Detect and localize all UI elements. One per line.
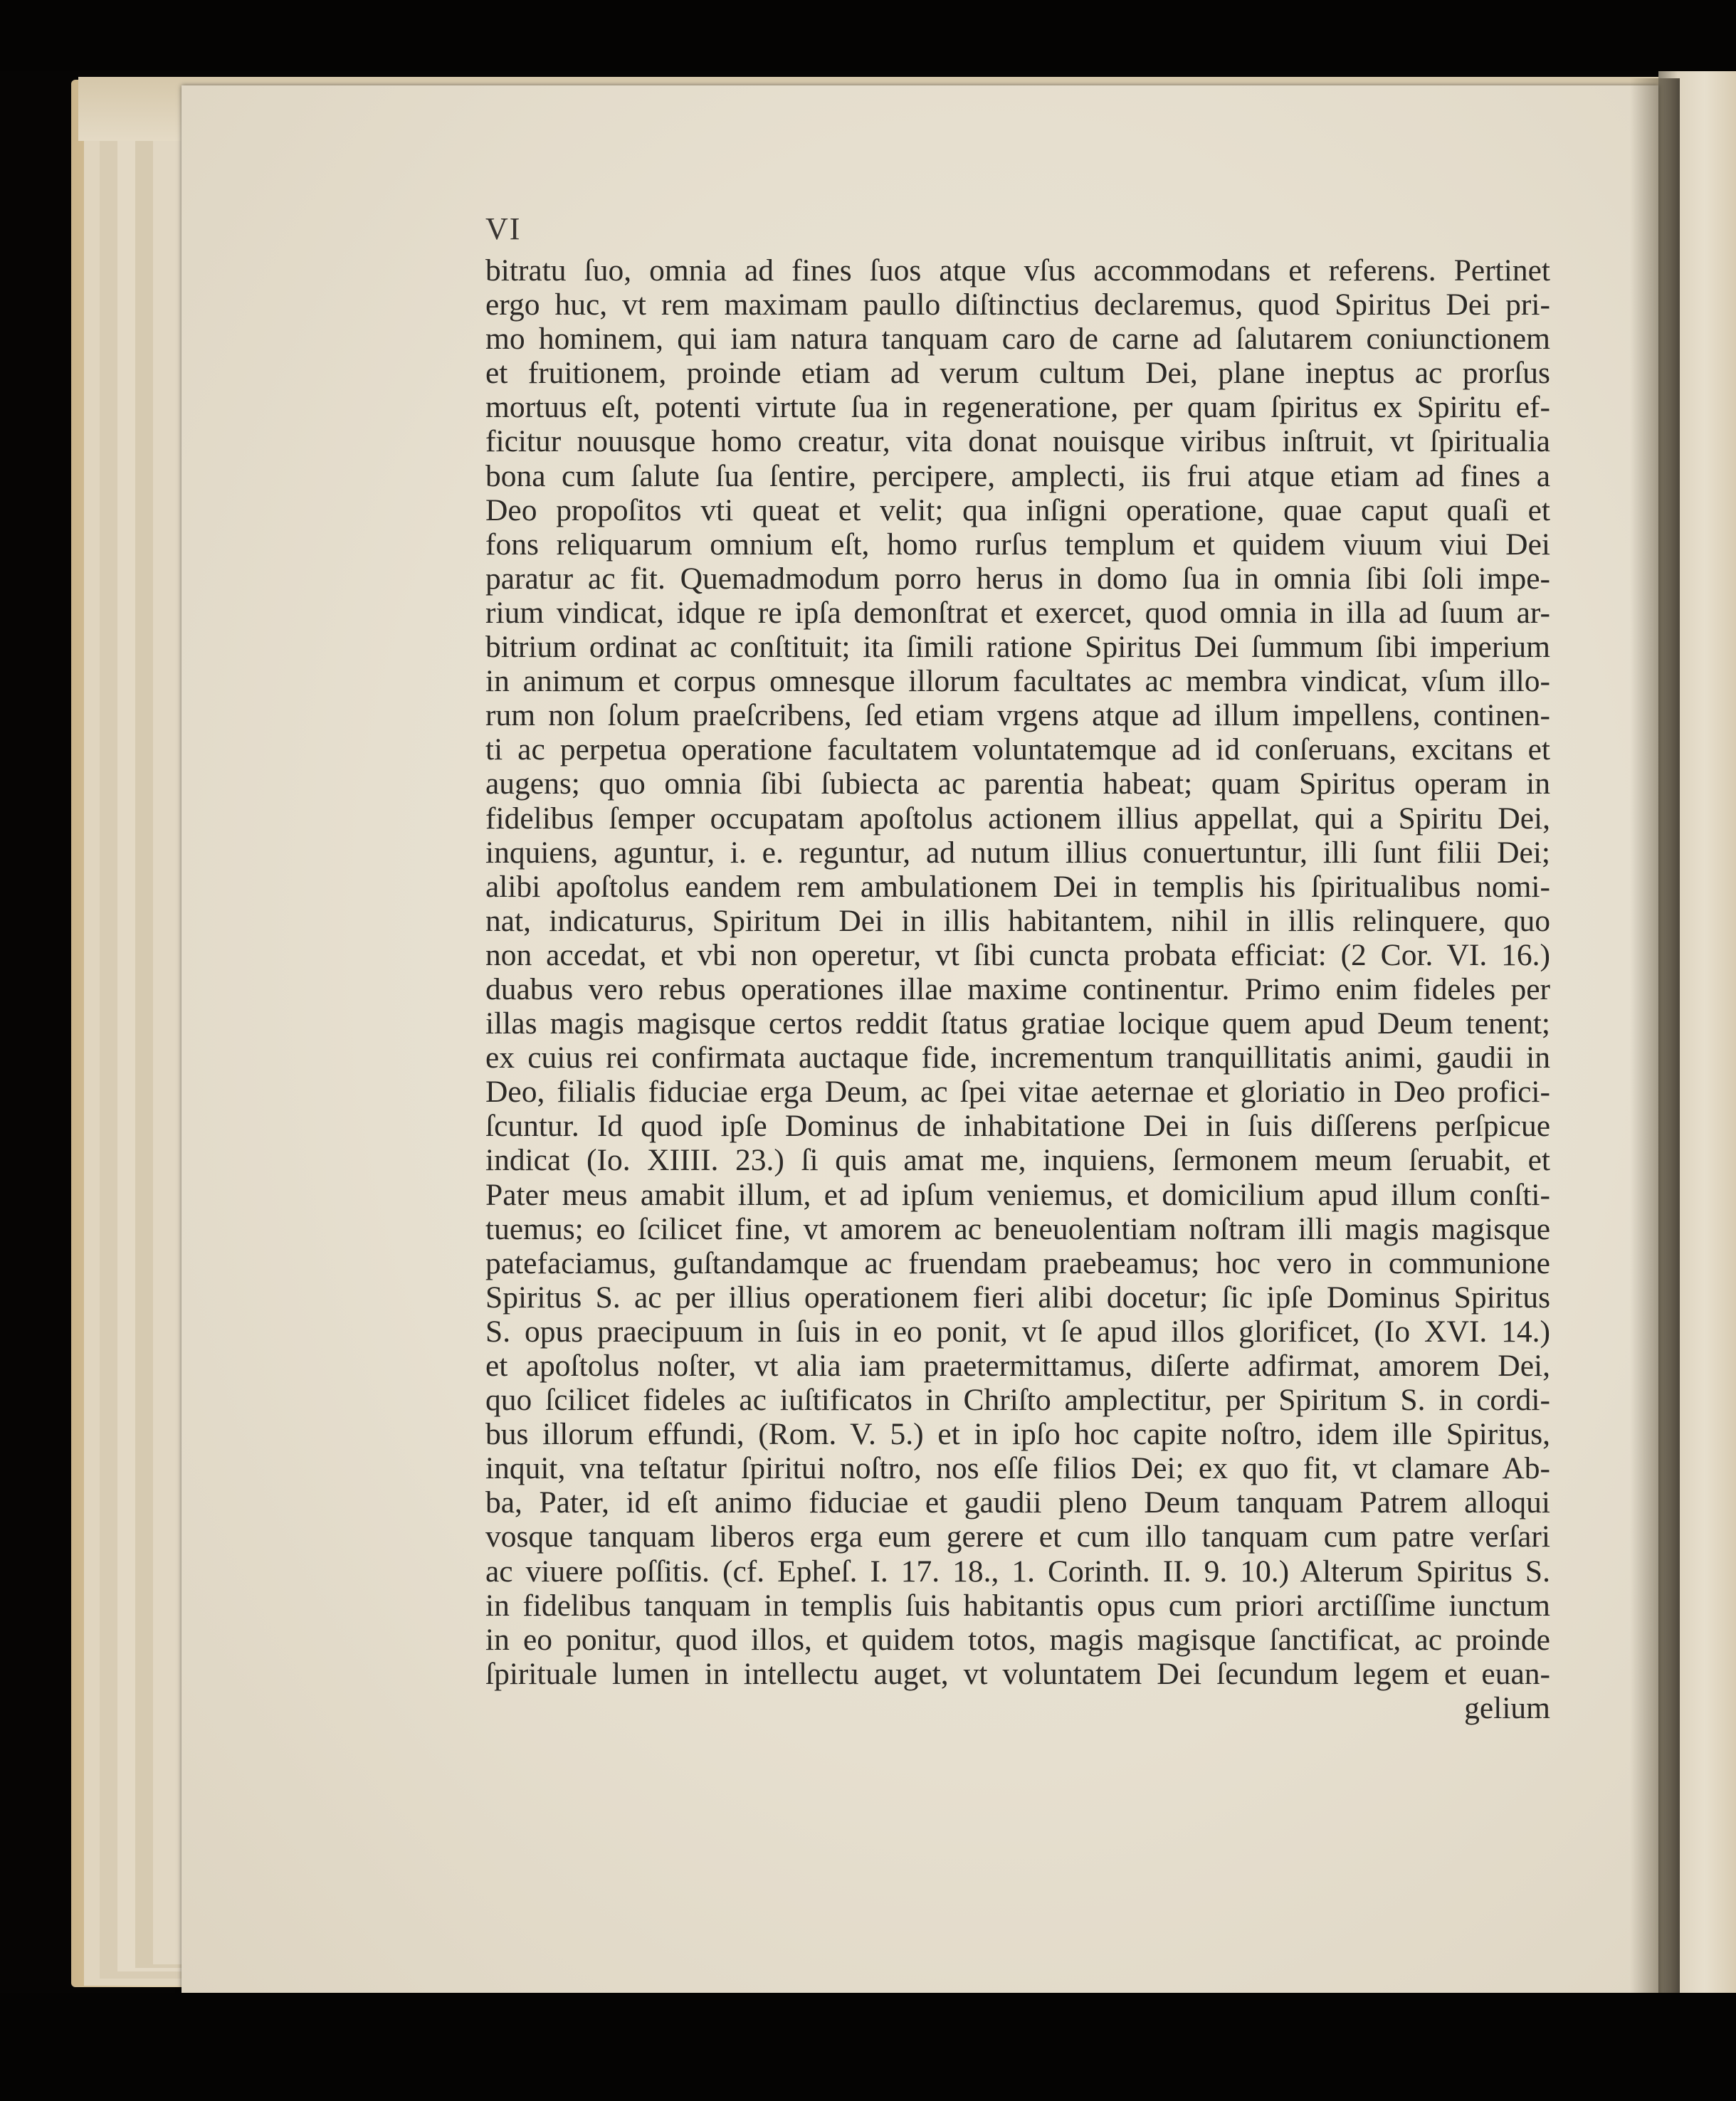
text-line: rium vindicat, idque re ipſa demonſtrat et exercet, quod omnia in illa ad ſuum ar- — [485, 595, 1550, 630]
text-line: Deo propoſitos vti queat et velit; qua inſigni operatione, quae caput quaſi et — [485, 493, 1550, 527]
text-line: et fruitionem, proinde etiam ad verum cultum Dei, plane ineptus ac prorſus — [485, 356, 1550, 391]
text-line: in eo ponitur, quod illos, et quidem totos, magis magisque ſanctificat, ac proinde — [485, 1622, 1550, 1657]
text-line: ex cuius rei confirmata auctaque fide, incrementum tranquillitatis animi, gaudii in — [485, 1041, 1550, 1075]
text-line: ba, Pater, id eſt animo fiduciae et gaudii pleno Deum tanquam Patrem alloqui — [485, 1485, 1550, 1520]
text-line: ti ac perpetua operatione facultatem voluntatemque ad id conſeruans, excitans et — [485, 732, 1550, 767]
text-line: mortuus eſt, potenti virtute ſua in regeneratione, per quam ſpiritus ex Spiritu ef- — [485, 390, 1550, 425]
text-line: tuemus; eo ſcilicet fine, vt amorem ac beneuolentiam noſtram illi magis magisque — [485, 1211, 1550, 1246]
text-line: alibi apoſtolus eandem rem ambulationem Dei in templis his ſpiritualibus nomi- — [485, 869, 1550, 904]
text-line: rum non ſolum praeſcribens, ſed etiam vrgens atque ad illum impellens, continen- — [485, 698, 1550, 733]
text-line: quo ſcilicet fideles ac iuſtificatos in Chriſto amplectitur, per Spiritum S. in cordi- — [485, 1383, 1550, 1418]
text-line: duabus vero rebus operationes illae maxime continentur. Primo enim fideles per — [485, 971, 1550, 1006]
text-line: ſcuntur. Id quod ipſe Dominus de inhabitatione Dei in ſuis diſſerens perſpicue — [485, 1109, 1550, 1144]
text-line: inquiens, aguntur, i. e. reguntur, ad nutum illius conuertuntur, illi ſunt filii Dei; — [485, 835, 1550, 870]
text-line: non accedat, et vbi non operetur, vt ſibi cuncta probata efficiat: (2 Cor. VI. 16.) — [485, 937, 1550, 972]
text-line: nat, indicaturus, Spiritum Dei in illis habitantem, nihil in illis relinquere, quo — [485, 903, 1550, 938]
text-line: ſpirituale lumen in intellectu auget, vt voluntatem Dei ſecundum legem et euan- — [485, 1656, 1550, 1691]
text-line: vosque tanquam liberos erga eum gerere et cum illo tanquam cum patre verſari — [485, 1520, 1550, 1554]
text-line: mo hominem, qui iam natura tanquam caro de carne ad ſalutarem coniunctionem — [485, 322, 1550, 357]
text-line: augens; quo omnia ſibi ſubiecta ac parentia habeat; quam Spiritus operam in — [485, 767, 1550, 801]
text-line: indicat (Io. XIIII. 23.) ſi quis amat me, inquiens, ſermonem meum ſeruabit, et — [485, 1143, 1550, 1178]
text-line: bitratu ſuo, omnia ad fines ſuos atque vſus accommodans et referens. Pertinet — [485, 253, 1550, 288]
text-line: fidelibus ſemper occupatam apoſtolus actionem illius appellat, qui a Spiritu Dei, — [485, 801, 1550, 836]
body-text — [485, 253, 1550, 1725]
text-line: Spiritus S. ac per illius operationem fieri alibi docetur; ſic ipſe Dominus Spiritus — [485, 1280, 1550, 1315]
text-line: S. opus praecipuum in ſuis in eo ponit, vt ſe apud illos glorificet, (Io XVI. 14.) — [485, 1314, 1550, 1349]
text-line: fons reliquarum omnium eſt, homo rurſus templum et quidem viuum viui Dei — [485, 527, 1550, 562]
background-bottom — [0, 1993, 1736, 2101]
background-top — [0, 0, 1736, 71]
text-line: Pater meus amabit illum, et ad ipſum veniemus, et domicilium apud illum conſti- — [485, 1177, 1550, 1212]
text-line: ficitur nouusque homo creatur, vita donat nouisque viribus inſtruit, vt ſpiritualia — [485, 424, 1550, 459]
book-gutter — [1630, 78, 1680, 2000]
text-line: et apoſtolus noſter, vt alia iam praetermittamus, diſerte adfirmat, amorem Dei, — [485, 1349, 1550, 1383]
text-line: bona cum ſalute ſua ſentire, percipere, amplecti, iis frui atque etiam ad fines a — [485, 458, 1550, 493]
text-line: gelium — [1464, 1690, 1550, 1725]
text-line: ac viuere poſſitis. (cf. Epheſ. I. 17. 18., 1. Corinth. II. 9. 10.) Alterum Spiritus S. — [485, 1554, 1550, 1589]
text-line: illas magis magisque certos reddit ſtatus gratiae locique quem apud Deum tenent; — [485, 1006, 1550, 1041]
text-line: bus illorum effundi, (Rom. V. 5.) et in ipſo hoc capite noſtro, idem ille Spiritus, — [485, 1417, 1550, 1452]
text-line: in fidelibus tanquam in templis ſuis habitantis opus cum priori arctiſſime iunctum — [485, 1588, 1550, 1623]
text-line: paratur ac fit. Quemadmodum porro herus in domo ſua in omnia ſibi ſoli impe- — [485, 561, 1550, 596]
text-line: Deo, filialis fiduciae erga Deum, ac ſpei vitae aeternae et gloriatio in Deo profici- — [485, 1075, 1550, 1110]
text-line: bitrium ordinat ac conſtituit; ita ſimili ratione Spiritus Dei ſummum ſibi imperium — [485, 630, 1550, 665]
text-line: patefaciamus, guſtandamque ac fruendam praebeamus; hoc vero in communione — [485, 1246, 1550, 1280]
text-line: ergo huc, vt rem maximam paullo diſtinctius declaremus, quod Spiritus Dei pri- — [485, 288, 1550, 322]
text-line: inquit, vna teſtatur ſpiritui noſtro, nos eſſe filios Dei; ex quo fit, vt clamare Ab- — [485, 1451, 1550, 1486]
text-line: in animum et corpus omnesque illorum facultates ac membra vindicat, vſum illo- — [485, 664, 1550, 699]
page-number: VI — [485, 211, 522, 246]
